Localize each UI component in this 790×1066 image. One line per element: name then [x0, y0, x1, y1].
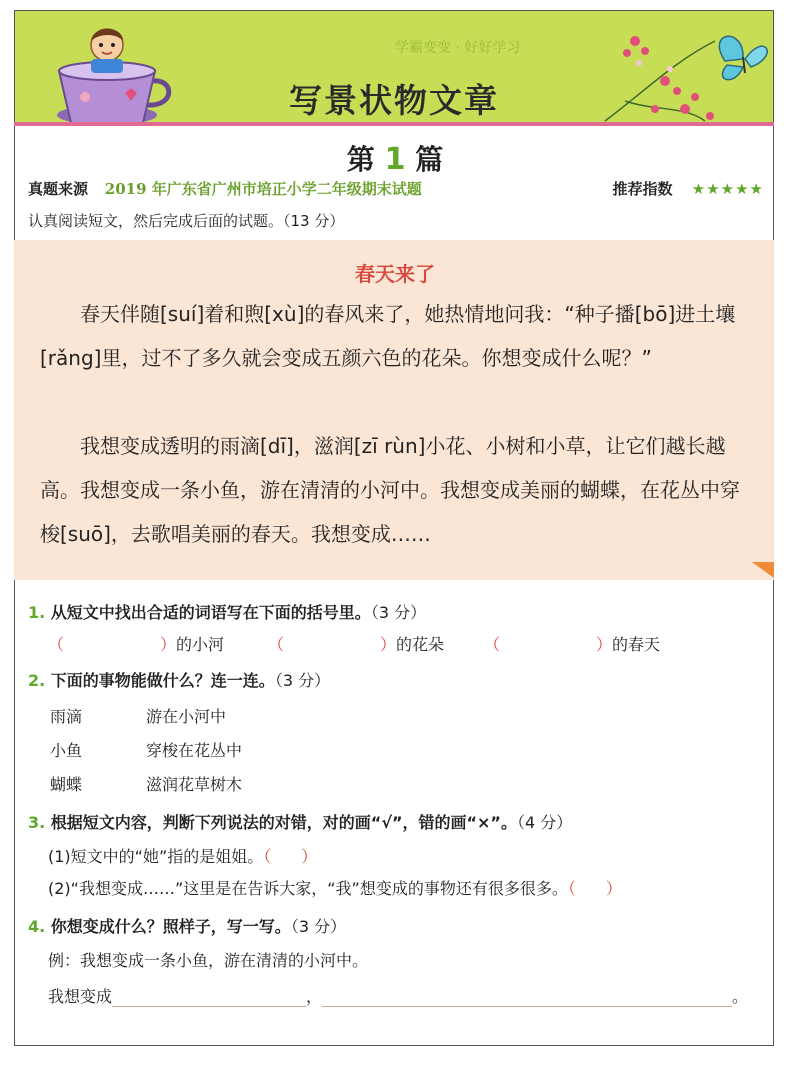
question-score: （3 分） — [370, 603, 427, 622]
question-score: （3 分） — [290, 917, 347, 936]
close-paren: ） — [380, 635, 397, 654]
q4-end: 。 — [732, 987, 749, 1006]
q2-right-item[interactable]: 游在小河中 — [146, 707, 227, 726]
instructions: 认真阅读短文，然后完成后面的试题。（13 分） — [28, 212, 345, 230]
q2-right-item[interactable]: 穿梭在花丛中 — [146, 741, 243, 760]
source-label: 真题来源 — [28, 180, 89, 198]
open-paren: （ — [268, 635, 285, 654]
answer-box[interactable]: （ ） — [567, 879, 622, 898]
q4-comma: ， — [306, 987, 323, 1006]
star-rating: ★★★★★ — [691, 180, 764, 198]
chapter-prefix: 第 — [346, 143, 375, 176]
source-row — [28, 178, 764, 199]
banner-divider — [14, 122, 774, 126]
chapter-number: 1 — [384, 142, 406, 177]
recommend-index — [613, 178, 765, 199]
q2-left-item[interactable]: 蝴蝶 — [50, 775, 83, 794]
question-text: 下面的事物能做什么？连一连。 — [50, 671, 275, 690]
passage-paragraph-1 — [40, 292, 758, 380]
question-text: 你想变成什么？照样子，写一写。 — [50, 917, 291, 936]
chapter-heading — [0, 138, 790, 178]
q2-left-item[interactable]: 雨滴 — [50, 707, 83, 726]
q4-blank-1[interactable] — [112, 988, 306, 1007]
q3-statement-1 — [48, 844, 317, 867]
q1-blank-2[interactable] — [268, 632, 444, 655]
question-4 — [28, 914, 346, 937]
question-1 — [28, 600, 426, 623]
question-3 — [28, 810, 572, 833]
passage-paragraph-2 — [40, 424, 758, 556]
header-banner — [14, 10, 774, 122]
statement-text: (2)“我想变成……”这里是在告诉大家，“我”想变成的事物还有很多很多。 — [48, 879, 568, 898]
answer-box[interactable]: （ ） — [263, 847, 318, 866]
paragraph-text: 春天伴随[suí]着和煦[xù]的春风来了，她热情地问我：“种子播[bō]进土壤[rǎng]里，过不了多久就会变成五颜六色的花朵。你想变成什么呢？” — [40, 302, 736, 370]
q1-item: 的小河 — [176, 635, 225, 654]
chapter-suffix: 篇 — [415, 143, 444, 176]
open-paren: （ — [48, 635, 65, 654]
question-text: 根据短文内容，判断下列说法的对错，对的画“√”，错的画“×”。 — [50, 813, 517, 832]
q2-left-item[interactable]: 小鱼 — [50, 741, 83, 760]
recommend-label: 推荐指数 — [612, 180, 673, 198]
q1-item: 的春天 — [612, 635, 661, 654]
q4-blank-2[interactable] — [322, 988, 732, 1007]
open-paren: （ — [484, 635, 501, 654]
q4-example: 例：我想变成一条小鱼，游在清清的小河中。 — [48, 951, 369, 970]
statement-text: (1)短文中的“她”指的是姐姐。 — [48, 847, 264, 866]
q3-statement-2 — [48, 876, 622, 899]
close-paren: ） — [160, 635, 177, 654]
q1-item: 的花朵 — [396, 635, 445, 654]
passage-title: 春天来了 — [355, 262, 435, 286]
question-score: （4 分） — [516, 813, 573, 832]
banner-title: 写景状物文章 — [289, 81, 499, 120]
question-score: （3 分） — [274, 671, 331, 690]
paragraph-text: 我想变成透明的雨滴[dī]，滋润[zī rùn]小花、小树和小草，让它们越长越高。我想变成一条小鱼，游在清清的小河中。我想变成美丽的蝴蝶，在花丛中穿梭[suō]，去歌唱美丽的春天。我想变成…… — [40, 434, 740, 546]
question-number: 1. — [28, 603, 46, 622]
corner-arrow-icon — [752, 562, 774, 578]
question-text: 从短文中找出合适的词语写在下面的括号里。 — [50, 603, 371, 622]
q1-blank-1[interactable] — [48, 632, 224, 655]
question-number: 4. — [28, 917, 46, 936]
q4-prompt: 我想变成 — [48, 987, 113, 1006]
q2-right-item[interactable]: 滋润花草树木 — [146, 775, 243, 794]
source-text: 2019 年广东省广州市培正小学二年级期末试题 — [104, 180, 422, 198]
q4-answer-line — [48, 984, 748, 1007]
question-number: 3. — [28, 813, 46, 832]
question-number: 2. — [28, 671, 46, 690]
question-2 — [28, 668, 330, 691]
q1-blank-3[interactable] — [484, 632, 660, 655]
close-paren: ） — [596, 635, 613, 654]
banner-background-words: 学霸变变 · 好好学习 — [395, 40, 521, 56]
